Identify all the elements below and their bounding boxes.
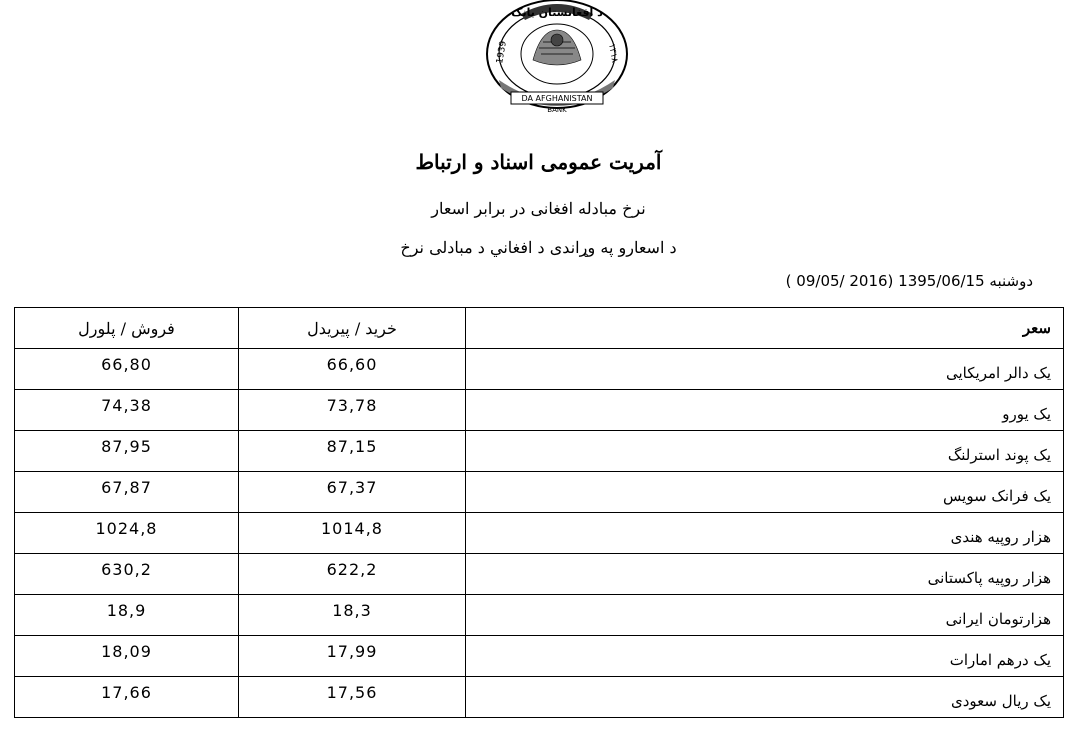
currency-name: هزار روپیه پاکستانی <box>466 554 1064 595</box>
buy-rate: 66,60 <box>239 349 466 390</box>
currency-name: یک یورو <box>466 390 1064 431</box>
column-header-sell: فروش / پلورل <box>15 308 239 349</box>
buy-rate: 622,2 <box>239 554 466 595</box>
table-row <box>15 390 1064 431</box>
table-row <box>15 554 1064 595</box>
buy-rate: 17,99 <box>239 636 466 677</box>
currency-name: هزارتومان ایرانی <box>466 595 1064 636</box>
currency-name: یک دالر امریکایی <box>466 349 1064 390</box>
currency-name: یک ریال سعودی <box>466 677 1064 718</box>
sell-rate: 17,66 <box>15 677 239 718</box>
sell-rate: 1024,8 <box>15 513 239 554</box>
table-row <box>15 677 1064 718</box>
table-header-row <box>15 308 1064 349</box>
currency-name: یک پوند استرلنگ <box>466 431 1064 472</box>
buy-rate: 87,15 <box>239 431 466 472</box>
report-date: دوشنبه 1395/06/15 (2016 /09/05 ) <box>785 272 1033 290</box>
seal-year: 1939 <box>495 40 509 65</box>
table-row <box>15 513 1064 554</box>
buy-rate: 67,37 <box>239 472 466 513</box>
buy-rate: 1014,8 <box>239 513 466 554</box>
bank-seal-icon <box>481 0 633 118</box>
subtitle-pashto: د اسعارو په وړاندی د افغاني د مبادلی نرخ <box>400 238 677 257</box>
column-header-currency: سعر <box>466 308 1064 349</box>
subtitle-dari: نرخ مبادله افغانی در برابر اسعار <box>431 199 646 218</box>
seal-bank-word: BANK <box>547 106 567 114</box>
buy-rate: 18,3 <box>239 595 466 636</box>
table-row <box>15 431 1064 472</box>
sell-rate: 67,87 <box>15 472 239 513</box>
sell-rate: 18,9 <box>15 595 239 636</box>
buy-rate: 17,56 <box>239 677 466 718</box>
sell-rate: 74,38 <box>15 390 239 431</box>
bank-logo <box>481 0 633 118</box>
exchange-rate-table <box>14 307 1064 718</box>
table-row <box>15 349 1064 390</box>
currency-name: یک فرانک سویس <box>466 472 1064 513</box>
sell-rate: 87,95 <box>15 431 239 472</box>
seal-year-local: ١٣١٨ <box>606 42 620 64</box>
table-row <box>15 595 1064 636</box>
page-title: آمریت عمومی اسناد و ارتباط <box>415 150 662 174</box>
buy-rate: 73,78 <box>239 390 466 431</box>
currency-name: هزار روپیه هندی <box>466 513 1064 554</box>
currency-name: یک درهم امارات <box>466 636 1064 677</box>
seal-bank-name: DA AFGHANISTAN <box>521 94 593 103</box>
sell-rate: 18,09 <box>15 636 239 677</box>
sell-rate: 66,80 <box>15 349 239 390</box>
table-row <box>15 472 1064 513</box>
column-header-buy: خرید / پیریدل <box>239 308 466 349</box>
table-row <box>15 636 1064 677</box>
sell-rate: 630,2 <box>15 554 239 595</box>
seal-script-text: د افغانستان بانک <box>511 6 603 19</box>
